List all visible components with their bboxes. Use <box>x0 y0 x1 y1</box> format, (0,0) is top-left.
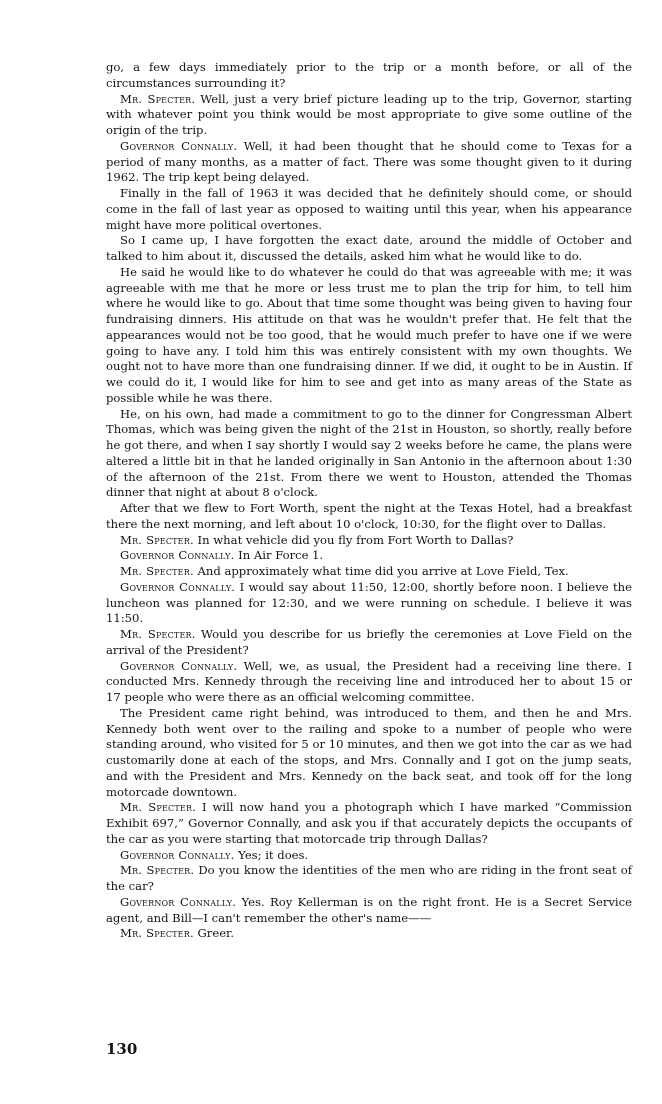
speaker-label: Governor Connally. <box>120 847 235 862</box>
paragraph-text: Greer. <box>193 926 235 941</box>
paragraph-connally <box>106 580 632 627</box>
paragraph-text: Well, we, as usual, the President had a receiving line there. I conducted Mrs. Kennedy through the receiving line and introduced her to about 15 or 17 people who were there as an official welcoming committee. <box>106 658 632 704</box>
paragraph-specter <box>106 800 632 847</box>
speaker-label: Mr. Specter. <box>120 91 196 106</box>
paragraph-connally <box>106 895 632 927</box>
paragraph-text: After that we flew to Fort Worth, spent the night at the Texas Hotel, had a breakfast there the next morning, and left about 10 o'clock, 10:30, for the flight over to Dallas. <box>106 501 632 531</box>
paragraph-specter <box>106 926 632 942</box>
speaker-label: Governor Connally. <box>120 579 236 594</box>
paragraph-text: In what vehicle did you fly from Fort Worth to Dallas? <box>193 532 514 547</box>
paragraph-text: Yes. Roy Kellerman is on the right front. He is a Secret Service agent, and Bill—I can't remember the other's name—— <box>106 894 632 925</box>
speaker-label: Mr. Specter. <box>120 532 194 547</box>
speaker-label: Governor Connally. <box>120 138 238 153</box>
paragraph-text: Yes; it does. <box>234 847 309 862</box>
paragraph-connally <box>106 659 632 706</box>
paragraph-text: Do you know the identities of the men who are riding in the front seat of the car? <box>106 863 632 893</box>
speaker-label: Mr. Specter. <box>120 627 196 641</box>
paragraph-text: Finally in the fall of 1963 it was decided that he definitely should come, or should come in the fall of last year as opposed to waiting until this year, when his appearance might have more political overtones. <box>106 186 632 232</box>
paragraph-connally <box>106 848 632 864</box>
paragraph-text: And approximately what time did you arrive at Love Field, Tex. <box>193 564 569 578</box>
paragraph-text: He, on his own, had made a commitment to go to the dinner for Congressman Albert Thomas, which was being given the night of the 21st in Houston, so shortly, really before he got there, and when I say shortly I would say 2 weeks before he came, the plans were altered a little bit in that he landed originally in San Antonio in the afternoon about 1:30 of the afternoon of the 21st. From there we went to Houston, attended the Thomas dinner that night at about 8 o'clock. <box>106 406 632 500</box>
paragraph-connally-cont <box>106 186 632 233</box>
speaker-label: Governor Connally. <box>120 894 237 909</box>
speaker-label: Governor Connally. <box>120 548 235 563</box>
speaker-label: Mr. Specter. <box>120 926 194 941</box>
paragraph-connally-cont <box>106 407 632 502</box>
speaker-label: Mr. Specter. <box>120 800 197 815</box>
paragraph-connally <box>106 139 632 186</box>
paragraph-text: I would say about 11:50, 12:00, shortly before noon. I believe the luncheon was planned for 12:30, and we were running on schedule. I believe it was 11:50. <box>106 579 632 626</box>
paragraph-text: The President came right behind, was introduced to them, and then he and Mrs. Kennedy both went over to the railing and spoke to a number of people who were standing around, who visited for 5 or 10 minutes, and then we got into the car as we had customarily done at each of the stops, and Mrs. Connally and I got on the jump seats, and with the President and Mrs. Kennedy on the back seat, and took off for the long motorcade downtown. <box>106 705 632 799</box>
paragraph-connally-cont <box>106 501 632 533</box>
speaker-label: Governor Connally. <box>120 658 238 673</box>
paragraph-text: So I came up, I have forgotten the exact date, around the middle of October and talked to him about it, discussed the details, asked him what he would like to do. <box>106 233 632 263</box>
transcript-body <box>106 60 632 942</box>
page-number: 130 <box>106 1040 138 1058</box>
paragraph-connally-cont <box>106 233 632 265</box>
paragraph-specter <box>106 92 632 139</box>
speaker-label: Mr. Specter. <box>120 564 194 578</box>
paragraph-specter <box>106 564 632 580</box>
paragraph-connally-cont <box>106 706 632 801</box>
paragraph-text: In Air Force 1. <box>234 548 324 563</box>
paragraph-connally <box>106 548 632 564</box>
paragraph-connally-cont <box>106 265 632 407</box>
paragraph-specter <box>106 533 632 549</box>
paragraph-text: Well, it had been thought that he should come to Texas for a period of many months, as a matter of fact. There was some thought given to it during 1962. The trip kept being delayed. <box>106 138 632 185</box>
paragraph-specter <box>106 627 632 659</box>
paragraph-continuation <box>106 60 632 92</box>
paragraph-text: go, a few days immediately prior to the trip or a month before, or all of the circumstances surrounding it? <box>106 60 632 90</box>
paragraph-text: Would you describe for us briefly the ceremonies at Love Field on the arrival of the President? <box>106 627 632 657</box>
paragraph-specter <box>106 863 632 895</box>
paragraph-text: I will now hand you a photograph which I have marked “Commission Exhibit 697,” Governor Connally, and ask you if that accurately depicts the occupants of the car as you were starting that motorcade trip through Dallas? <box>106 800 632 846</box>
paragraph-text: He said he would like to do whatever he could do that was agreeable with me; it was agreeable with me that he more or less trust me to plan the trip for him, to tell him where he would like to go. About that time some thought was being given to having four fundraising dinners. His attitude on that was he wouldn't prefer that. He felt that the appearances would not be too good, that he would much prefer to have one if we were going to have any. I told him this was entirely consistent with my own thoughts. We ought not to have more than one fundraising dinner. If we did, it ought to be in Austin. If we could do it, I would like for him to see and get into as many areas of the State as possible while he was there. <box>106 264 632 405</box>
paragraph-text: Well, just a very brief picture leading up to the trip, Governor, starting with whatever point you think would be most appropriate to give some outline of the origin of the trip. <box>106 91 632 137</box>
speaker-label: Mr. Specter. <box>120 863 195 878</box>
